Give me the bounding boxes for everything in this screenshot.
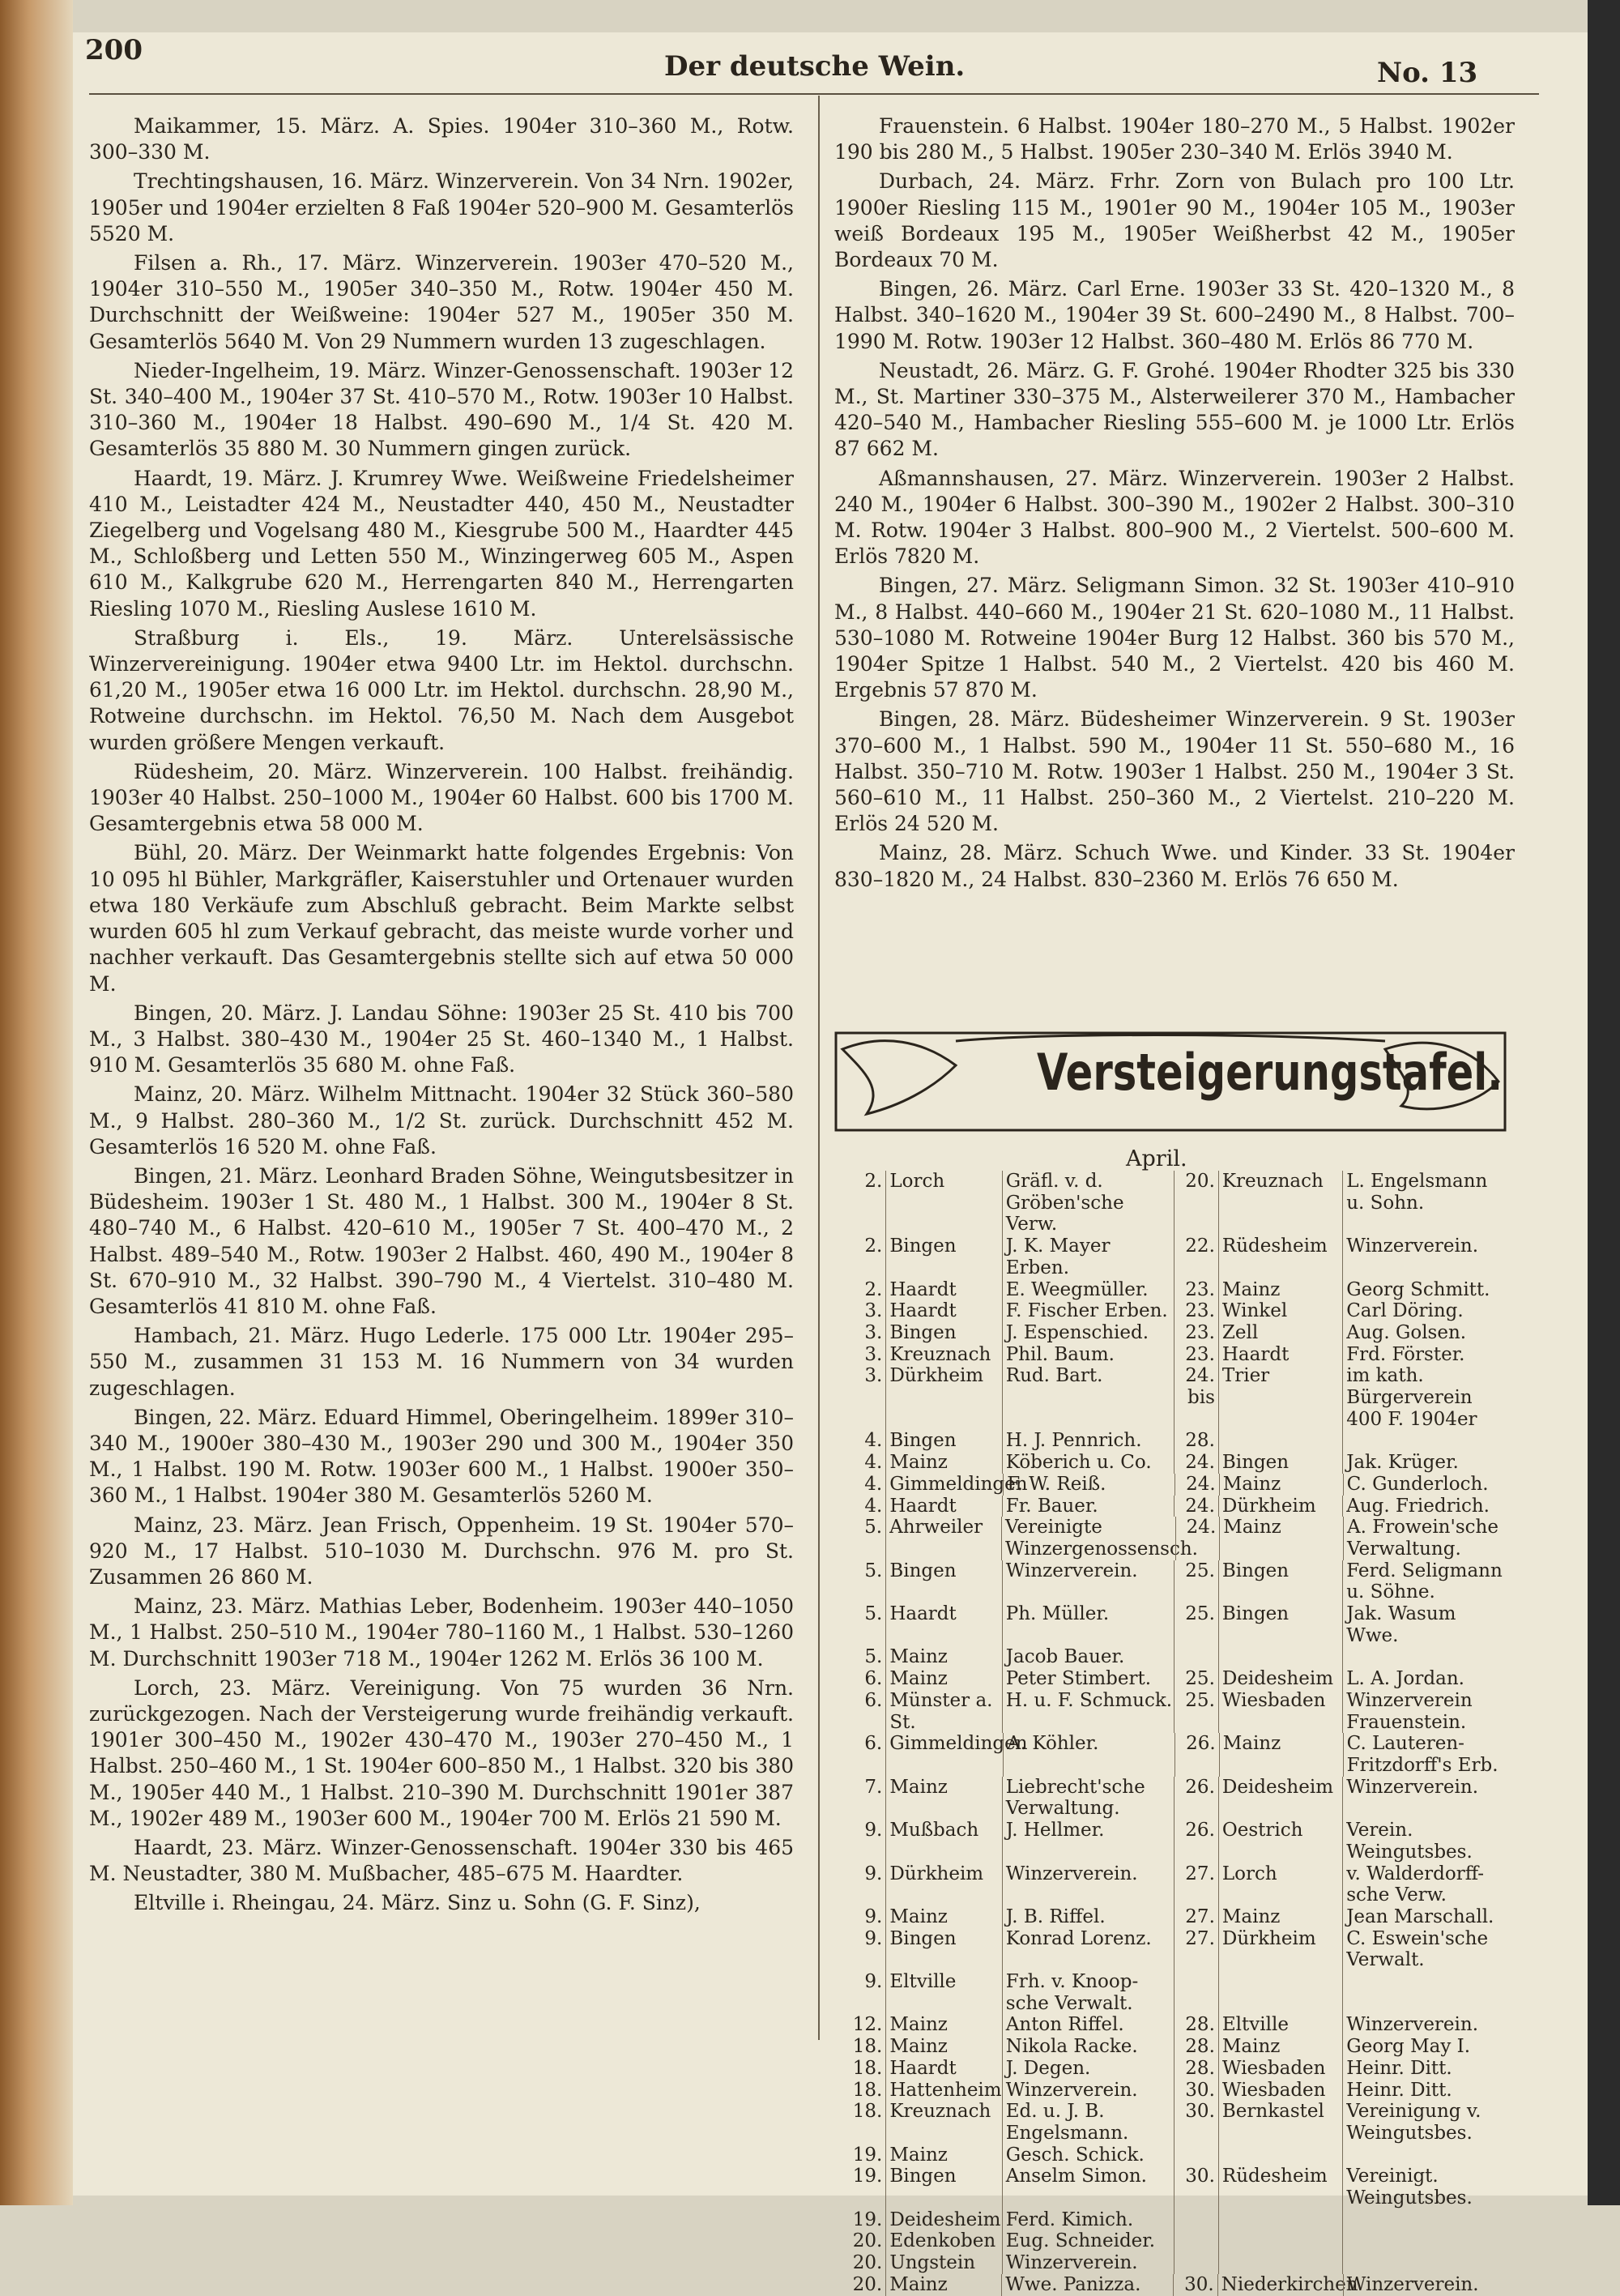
seller-right: Vereinigt. Weingutsbes. [1342, 2166, 1507, 2209]
place-left: Bingen [885, 1235, 1001, 1278]
day-right: 23. [1174, 1300, 1217, 1322]
day-left: 6. [864, 1689, 883, 1711]
auction-row [834, 2014, 1507, 2036]
seller-right: Jak. Wasum Wwe. [1342, 1603, 1507, 1646]
place-left: Dürkheim [885, 1863, 1001, 1906]
seller-right: Winzerverein. [1343, 2274, 1507, 2296]
place-left: Deidesheim [885, 2209, 1001, 2231]
report-paragraph: Mainz, 23. März. Jean Frisch, Oppenheim. 19 St. 1904er 570–920 M., 17 Halbst. 510–1030 M. Durchschn. 976 M. pro St. Zusammen 26 860 M. [89, 1513, 794, 1589]
day-right: 30. [1174, 2166, 1217, 2209]
place-left: Ungstein [885, 2252, 1001, 2274]
place-left: Bingen [885, 1560, 1001, 1603]
seller-left: Phil. Baum. [1002, 1344, 1174, 1366]
auction-month: April. [1126, 1146, 1187, 1171]
seller-right: Georg Schmitt. [1342, 1279, 1507, 1301]
place-right: Kreuznach [1218, 1171, 1342, 1235]
left-column [89, 113, 794, 1920]
day-left: 18. [852, 2101, 883, 2123]
day-left: 9. [864, 1971, 883, 1993]
report-paragraph: Bingen, 22. März. Eduard Himmel, Oberingelheim. 1899er 310–340 M., 1900er 380–430 M., 1903er 290 und 300 M., 1904er 350 M., 1 Halbst. 190 M. Rotw. 1903er 600 M., 1 Halbst. 1900er 350–360 M., 1 Halbst. 1904er 380 M. Gesamterlös 5260 M. [89, 1405, 794, 1508]
seller-right: A. Frowein'sche Verwaltung. [1343, 1517, 1507, 1560]
seller-left: J. Hellmer. [1002, 1820, 1174, 1863]
place-right [1218, 1646, 1342, 1668]
place-left: Gimmeldingen [885, 1733, 1003, 1776]
seller-left: Ferd. Kimich. [1002, 2209, 1174, 2231]
seller-right: Winzerverein. [1342, 2014, 1507, 2036]
auction-title: Versteigerungstafel. [1037, 1043, 1503, 1102]
seller-left: F. W. Reiß. [1003, 1474, 1174, 1496]
place-left: Mainz [885, 1777, 1001, 1820]
auction-row [834, 1971, 1507, 2014]
day-right: 23. [1174, 1344, 1217, 1366]
place-left: Mainz [885, 2274, 1001, 2296]
seller-left: A. Köhler. [1003, 1733, 1174, 1776]
column-divider [818, 96, 820, 2040]
place-right: Mainz [1218, 2036, 1342, 2058]
place-right: Winkel [1218, 1300, 1342, 1322]
auction-row [834, 1300, 1507, 1322]
day-left: 3. [864, 1365, 883, 1387]
day-right: 25. [1174, 1668, 1217, 1690]
seller-left: Vereinigte Winzergenossensch. [1001, 1517, 1175, 1560]
seller-right: Jak. Krüger. [1342, 1452, 1507, 1474]
report-paragraph: Bingen, 27. März. Seligmann Simon. 32 St. 1903er 410–910 M., 8 Halbst. 440–660 M., 1904er 21 St. 620–1080 M., 11 Halbst. 530–1080 M. Rotweine 1904er Burg 12 Halbst. 360 bis 570 M., 1904er Spitze 1 Halbst. 540 M., 2 Viertelst. 420 bis 460 M. Ergebnis 57 870 M. [834, 574, 1515, 702]
report-paragraph: Bingen, 20. März. J. Landau Söhne: 1903er 25 St. 410 bis 700 M., 3 Halbst. 380–430 M., 1904er 25 St. 460–1340 M., 1 Halbst. 910 M. Gesamterlös 35 680 M. ohne Faß. [89, 1001, 794, 1078]
report-paragraph: Bingen, 21. März. Leonhard Braden Söhne, Weingutsbesitzer in Büdesheim. 1903er 1 St. 480 M., 1 Halbst. 300 M., 1904er 8 St. 480–740 M., 6 Halbst. 420–610 M., 1905er 7 St. 400–470 M., 2 Halbst. 489–540 M., Rotw. 1903er 2 Halbst. 460, 490 M., 1904er 8 St. 670–910 M., 32 Halbst. 390–790 M., 4 Viertelst. 310–480 M. Gesamterlös 41 810 M. ohne Faß. [89, 1163, 794, 1318]
auction-row [834, 1863, 1507, 1906]
seller-right: C. Lauteren-Fritzdorff's Erb. [1343, 1733, 1507, 1776]
day-right [1174, 1646, 1217, 1668]
place-left: Mainz [885, 2036, 1001, 2058]
report-paragraph: Aßmannshausen, 27. März. Winzerverein. 1903er 2 Halbst. 240 M., 1904er 6 Halbst. 300–390 M., 1902er 2 Halbst. 300–310 M. Rotw. 1904er 3 Halbst. 800–900 M., 2 Viertelst. 500–600 M. Erlös 7820 M. [834, 466, 1515, 569]
day-left: 3. [864, 1321, 883, 1343]
report-paragraph: Maikammer, 15. März. A. Spies. 1904er 310–360 M., Rotw. 300–330 M. [89, 114, 794, 164]
place-left: Bingen [885, 1430, 1001, 1452]
place-right [1218, 1430, 1342, 1452]
running-title: Der deutsche Wein. [664, 50, 966, 83]
day-left: 7. [864, 1776, 883, 1798]
seller-left: Winzerverein. [1002, 1560, 1174, 1603]
auction-row [834, 2036, 1507, 2058]
report-paragraph: Durbach, 24. März. Frhr. Zorn von Bulach pro 100 Ltr. 1900er Riesling 115 M., 1901er 90 M., 1904er 105 M., 1903er weiß Bordeaux 195 M., 1905er Weißherbst 42 M., 1905er Bordeaux 70 M. [834, 169, 1515, 272]
day-left: 20. [852, 2273, 883, 2295]
seller-left: Frh. v. Knoop-sche Verwalt. [1002, 1971, 1174, 2014]
day-right: 26. [1174, 1777, 1217, 1820]
day-left: 19. [852, 2166, 883, 2187]
auction-row [834, 2144, 1507, 2166]
day-left: 3. [864, 1343, 883, 1365]
report-paragraph: Mainz, 20. März. Wilhelm Mittnacht. 1904er 32 Stück 360–580 M., 9 Halbst. 280–360 M., 1/2 St. zurück. Durchschnitt 452 M. Gesamterlös 16 520 M. ohne Faß. [89, 1082, 794, 1159]
day-left: 20. [852, 2252, 883, 2274]
seller-left: Wwe. Panizza. [1001, 2274, 1173, 2296]
day-left: 5. [864, 1517, 883, 1538]
seller-left: Konrad Lorenz. [1002, 1928, 1174, 1971]
seller-left: Winzerverein. [1002, 1863, 1174, 1906]
seller-left: Winzerverein. [1002, 2080, 1174, 2102]
report-paragraph: Hambach, 21. März. Hugo Lederle. 175 000 Ltr. 1904er 295–550 M., zusammen 31 153 M. 16 Nummern von 34 wurden zugeschlagen. [89, 1324, 794, 1400]
day-left: 6. [864, 1733, 883, 1755]
place-right: Lorch [1218, 1863, 1342, 1906]
day-right: 24. [1174, 1452, 1217, 1474]
place-left: Dürkheim [885, 1365, 1001, 1430]
day-left: 9. [864, 1906, 883, 1927]
auction-row [834, 2101, 1507, 2144]
place-right: Wiesbaden [1218, 2058, 1342, 2080]
day-right: 22. [1174, 1235, 1217, 1278]
day-right: 28. [1174, 2058, 1217, 2080]
day-left: 18. [852, 2036, 883, 2058]
place-left: Mußbach [885, 1820, 1001, 1863]
place-left: Mainz [885, 1646, 1001, 1668]
seller-right: Georg May I. [1342, 2036, 1507, 2058]
day-left: 4. [864, 1430, 883, 1452]
auction-row [834, 1430, 1507, 1452]
place-left: Bingen [885, 2166, 1001, 2209]
seller-right: Verein. Weingutsbes. [1342, 1820, 1507, 1863]
auction-row [834, 1646, 1507, 1668]
auction-row [834, 1517, 1507, 1560]
seller-left: E. Weegmüller. [1002, 1279, 1174, 1301]
report-paragraph: Bingen, 28. März. Büdesheimer Winzerverein. 9 St. 1903er 370–600 M., 1 Halbst. 590 M., 1904er 11 St. 550–680 M., 16 Halbst. 350–710 M. Rotw. 1903er 1 Halbst. 250 M., 1904er 3 St. 560–610 M., 11 Halbst. 250–360 M., 2 Viertelst. 210–220 M. Erlös 24 520 M. [834, 707, 1515, 836]
auction-row [834, 1906, 1507, 1928]
auction-row [834, 2080, 1507, 2102]
auction-row [834, 2252, 1507, 2274]
place-right: Bingen [1218, 1560, 1342, 1603]
day-right [1174, 2209, 1217, 2231]
day-right: 28. [1174, 2036, 1217, 2058]
seller-right: Aug. Golsen. [1342, 1322, 1507, 1344]
place-left: Haardt [885, 1496, 1001, 1517]
seller-right: Frd. Förster. [1342, 1344, 1507, 1366]
day-right: 27. [1174, 1928, 1217, 1971]
day-right: 30. [1174, 2080, 1217, 2102]
seller-left: F. Fischer Erben. [1002, 1300, 1174, 1322]
place-right: Eltville [1218, 2014, 1342, 2036]
place-right [1218, 2209, 1342, 2231]
day-right: 25. [1174, 1560, 1217, 1603]
day-left: 2. [864, 1235, 883, 1257]
day-right: 27. [1174, 1906, 1217, 1928]
day-left: 4. [864, 1473, 883, 1495]
header-rule [89, 93, 1539, 95]
auction-row [834, 2274, 1507, 2296]
seller-left: Nikola Racke. [1002, 2036, 1174, 2058]
place-right: Dürkheim [1218, 1496, 1342, 1517]
seller-left: Ed. u. J. B. Engelsmann. [1002, 2101, 1174, 2144]
place-right [1218, 2230, 1342, 2252]
day-right: 26. [1174, 1733, 1218, 1776]
seller-left: Anton Riffel. [1002, 2014, 1174, 2036]
place-right [1218, 2252, 1342, 2274]
day-right: 23. [1174, 1322, 1217, 1344]
place-right: Bingen [1218, 1603, 1342, 1646]
place-left: Mainz [885, 2144, 1001, 2166]
place-right: Mainz [1219, 1517, 1343, 1560]
seller-left: Liebrecht'sche Verwaltung. [1002, 1777, 1174, 1820]
day-right: 30. [1173, 2274, 1217, 2296]
issue-number: No. 13 [1377, 57, 1478, 89]
day-right: 25. [1174, 1603, 1217, 1646]
seller-right [1342, 2209, 1507, 2231]
seller-left: Gräfl. v. d. Gröben'sche Verw. [1002, 1171, 1174, 1235]
report-paragraph: Bühl, 20. März. Der Weinmarkt hatte folgendes Ergebnis: Von 10 095 hl Bühler, Markgräfler, Kaiserstuhler und Ortenauer wurden etwa 180 Verkäufe zum Abschluß gebracht. Beim Markte selbst wurden 605 hl zum Verkauf gebracht, das meiste wurde vorher und nachher verkauft. Das Gesamtergebnis stellte sich auf etwa 50 000 M. [89, 841, 794, 996]
day-left: 12. [852, 2014, 883, 2036]
seller-right: Jean Marschall. [1342, 1906, 1507, 1928]
seller-right [1342, 1430, 1507, 1452]
day-right [1174, 2144, 1217, 2166]
auction-row [834, 2166, 1507, 2209]
place-right: Deidesheim [1218, 1668, 1342, 1690]
place-right: Dürkheim [1218, 1928, 1342, 1971]
seller-left: H. J. Pennrich. [1002, 1430, 1174, 1452]
seller-right: Ferd. Seligmann u. Söhne. [1342, 1560, 1507, 1603]
seller-right: Carl Döring. [1342, 1300, 1507, 1322]
day-right: 23. [1174, 1279, 1217, 1301]
report-paragraph: Mainz, 28. März. Schuch Wwe. und Kinder. 33 St. 1904er 830–1820 M., 24 Halbst. 830–2360 M. Erlös 76 650 M. [834, 841, 1515, 891]
seller-right: Heinr. Ditt. [1342, 2058, 1507, 2080]
day-right [1174, 2230, 1217, 2252]
seller-left: Peter Stimbert. [1002, 1668, 1174, 1690]
seller-right [1342, 1646, 1507, 1668]
place-left: Ahrweiler [885, 1517, 1001, 1560]
place-left: Münster a. St. [885, 1690, 1001, 1733]
auction-row [834, 1603, 1507, 1646]
report-paragraph: Filsen a. Rh., 17. März. Winzerverein. 1903er 470–520 M., 1904er 310–550 M., 1905er 340–350 M., Rotw. 1904er 450 M. Durchschnitt der Weißweine: 1904er 527 M., 1905er 350 M. Gesamterlös 5640 M. Von 29 Nummern wurden 13 zugeschlagen. [89, 251, 794, 353]
day-right: 28. [1174, 2014, 1217, 2036]
auction-row [834, 1690, 1507, 1733]
seller-left: Ph. Müller. [1002, 1603, 1174, 1646]
seller-left: J. K. Mayer Erben. [1002, 1235, 1174, 1278]
place-left: Bingen [885, 1322, 1001, 1344]
place-right [1218, 2144, 1342, 2166]
place-right [1218, 1971, 1342, 2014]
report-paragraph: Lorch, 23. März. Vereinigung. Von 75 wurden 36 Nrn. zurückgezogen. Nach der Versteigerung wurde freihändig verkauft. 1901er 300–450 M., 1902er 430–470 M., 1903er 270–450 M., 1 Halbst. 250–460 M., 1 St. 1904er 600–850 M., 1 Halbst. 320 bis 380 M., 1905er 440 M., 1 Halbst. 210–390 M. Durchschnitt 1901er 387 M., 1902er 489 M., 1903er 600 M., 1904er 700 M. Erlös 21 590 M. [89, 1675, 794, 1830]
seller-right [1342, 2252, 1507, 2274]
seller-right: v. Walderdorff-sche Verw. [1342, 1863, 1507, 1906]
auction-row [834, 1365, 1507, 1430]
book-spine [0, 0, 73, 2205]
seller-left: J. Degen. [1002, 2058, 1174, 2080]
place-left: Gimmeldingen [885, 1474, 1003, 1496]
report-paragraph: Haardt, 19. März. J. Krumrey Wwe. Weißweine Friedelsheimer 410 M., Leistadter 424 M., Neustadter 440, 450 M., Neustadter Ziegelberg und Vogelsang 480 M., Kiesgrube 500 M., Haardter 445 M., Schloßberg und Letten 550 M., Winzingerweg 605 M., Aspen 610 M., Kalkgrube 620 M., Herrengarten 840 M., Herrengarten Riesling 1070 M., Riesling Auslese 1610 M. [89, 466, 794, 621]
seller-right: Heinr. Ditt. [1342, 2080, 1507, 2102]
auction-row [834, 1668, 1507, 1690]
day-right [1174, 2252, 1217, 2274]
day-left: 19. [852, 2144, 883, 2166]
auction-row [834, 1733, 1507, 1776]
seller-left: Rud. Bart. [1002, 1365, 1174, 1430]
day-right: 20. [1174, 1171, 1217, 1235]
seller-right: Vereinigung v. Weingutsbes. [1342, 2101, 1507, 2144]
auction-row [834, 1928, 1507, 1971]
report-paragraph: Straßburg i. Els., 19. März. Unterelsässische Winzervereinigung. 1904er etwa 9400 Ltr. im Hektol. durchschn. 61,20 M., 1905er etwa 16 000 Ltr. im Hektol. durchschn. 28,90 M., Rotweine durchschn. im Hektol. 76,50 M. Nach dem Ausgebot wurden größere Mengen verkauft. [89, 625, 794, 754]
day-right: 25. [1174, 1690, 1217, 1733]
auction-row [834, 1322, 1507, 1344]
auction-row [834, 2209, 1507, 2231]
report-paragraph: Haardt, 23. März. Winzer-Genossenschaft. 1904er 330 bis 465 M. Neustadter, 380 M. Mußbacher, 485–675 M. Haardter. [89, 1836, 794, 1886]
place-left: Lorch [885, 1171, 1001, 1235]
place-left: Eltville [885, 1971, 1001, 2014]
day-right: 24. [1174, 1474, 1218, 1496]
place-left: Mainz [885, 1452, 1001, 1474]
place-right: Mainz [1218, 1906, 1342, 1928]
place-left: Kreuznach [885, 1344, 1001, 1366]
place-right: Trier [1218, 1365, 1342, 1430]
scan-edge [1588, 0, 1620, 2205]
day-left: 6. [864, 1668, 883, 1690]
seller-left: Eug. Schneider. [1002, 2230, 1174, 2252]
seller-right: Aug. Friedrich. [1342, 1496, 1507, 1517]
seller-left: Winzerverein. [1002, 2252, 1174, 2274]
day-right: 28. [1174, 1430, 1217, 1452]
day-left: 9. [864, 1863, 883, 1884]
place-right: Niederkirchen [1217, 2274, 1343, 2296]
seller-right [1342, 2230, 1507, 2252]
place-right: Haardt [1218, 1344, 1342, 1366]
auction-row [834, 1235, 1507, 1278]
place-left: Mainz [885, 1668, 1001, 1690]
day-right: 24. [1174, 1496, 1217, 1517]
place-left: Bingen [885, 1928, 1001, 1971]
place-left: Mainz [885, 1906, 1001, 1928]
place-right: Wiesbaden [1218, 1690, 1342, 1733]
seller-right: C. Gunderloch. [1343, 1474, 1507, 1496]
seller-left: J. Espenschied. [1002, 1322, 1174, 1344]
report-paragraph: Rüdesheim, 20. März. Winzerverein. 100 Halbst. freihändig. 1903er 40 Halbst. 250–1000 M., 1904er 60 Halbst. 600 bis 1700 M. Gesamtergebnis etwa 58 000 M. [89, 759, 794, 836]
day-left: 5. [864, 1603, 883, 1625]
day-left: 9. [864, 1927, 883, 1949]
place-left: Haardt [885, 1279, 1001, 1301]
report-paragraph: Bingen, 26. März. Carl Erne. 1903er 33 St. 420–1320 M., 8 Halbst. 340–1620 M., 1904er 39 St. 600–2490 M., 8 Halbst. 700–1990 M. Rotw. 1903er 12 Halbst. 360–480 M. Erlös 86 770 M. [834, 277, 1515, 353]
auction-row [834, 1496, 1507, 1517]
day-left: 3. [864, 1300, 883, 1322]
day-left: 20. [852, 2230, 883, 2252]
day-right: 26. [1174, 1820, 1217, 1863]
auction-row [834, 2058, 1507, 2080]
seller-left: J. B. Riffel. [1002, 1906, 1174, 1928]
place-right: Mainz [1218, 1279, 1342, 1301]
seller-left: Gesch. Schick. [1002, 2144, 1174, 2166]
seller-left: Jacob Bauer. [1002, 1646, 1174, 1668]
report-paragraph: Trechtingshausen, 16. März. Winzerverein. Von 34 Nrn. 1902er, 1905er und 1904er erzielten 8 Faß 1904er 520–900 M. Gesamterlös 5520 M. [89, 169, 794, 245]
day-right: 24. [1175, 1517, 1219, 1560]
day-left: 4. [864, 1452, 883, 1474]
place-right: Mainz [1219, 1474, 1343, 1496]
day-right: 24. bis [1174, 1365, 1217, 1430]
day-left: 18. [852, 2057, 883, 2079]
day-left: 9. [864, 1820, 883, 1841]
seller-right [1342, 2144, 1507, 2166]
report-paragraph: Eltville i. Rheingau, 24. März. Sinz u. Sohn (G. F. Sinz), [134, 1891, 701, 1915]
seller-right: L. Engelsmann u. Sohn. [1342, 1171, 1507, 1235]
day-right: 30. [1174, 2101, 1217, 2144]
auction-row [834, 1452, 1507, 1474]
day-left: 5. [864, 1646, 883, 1668]
place-left: Haardt [885, 2058, 1001, 2080]
place-right: Rüdesheim [1218, 2166, 1342, 2209]
auction-row [834, 1344, 1507, 1366]
auction-row [834, 1171, 1507, 1235]
seller-right: L. A. Jordan. [1342, 1668, 1507, 1690]
place-right: Mainz [1219, 1733, 1343, 1776]
seller-left: H. u. F. Schmuck. [1002, 1690, 1174, 1733]
day-left: 18. [852, 2079, 883, 2101]
seller-left: Köberich u. Co. [1002, 1452, 1174, 1474]
place-right: Wiesbaden [1218, 2080, 1342, 2102]
auction-row [834, 2230, 1507, 2252]
auction-row [834, 1820, 1507, 1863]
report-paragraph: Neustadt, 26. März. G. F. Grohé. 1904er Rhodter 325 bis 330 M., St. Martiner 330–375 M., Alsterweilerer 370 M., Hambacher 420–540 M., Hambacher Riesling 555–600 M. je 1000 Ltr. Erlös 87 662 M. [834, 358, 1515, 461]
seller-right: Winzerverein Frauenstein. [1342, 1690, 1507, 1733]
day-right: 27. [1174, 1863, 1217, 1906]
place-left: Haardt [885, 1603, 1001, 1646]
auction-row [834, 1279, 1507, 1301]
place-right: Oestrich [1218, 1820, 1342, 1863]
place-right: Bingen [1218, 1452, 1342, 1474]
place-left: Kreuznach [885, 2101, 1001, 2144]
seller-left: Anselm Simon. [1002, 2166, 1174, 2209]
auction-row [834, 1777, 1507, 1820]
report-paragraph: Nieder-Ingelheim, 19. März. Winzer-Genossenschaft. 1903er 12 St. 340–400 M., 1904er 37 St. 410–570 M., Rotw. 1903er 10 Halbst. 310–360 M., 1904er 18 Halbst. 490–690 M., 1/4 St. 420 M. Gesamterlös 35 880 M. 30 Nummern gingen zurück. [89, 358, 794, 461]
place-left: Mainz [885, 2014, 1001, 2036]
auction-banner [834, 1017, 1507, 1146]
place-left: Edenkoben [885, 2230, 1001, 2252]
auction-row [834, 1474, 1507, 1496]
report-paragraph: Frauenstein. 6 Halbst. 1904er 180–270 M., 5 Halbst. 1902er 190 bis 280 M., 5 Halbst. 1905er 230–340 M. Erlös 3940 M. [834, 114, 1515, 164]
right-column [834, 113, 1515, 896]
day-left: 2. [864, 1171, 883, 1192]
day-left: 4. [864, 1495, 883, 1517]
page-number: 200 [85, 34, 143, 66]
place-left: Haardt [885, 1300, 1001, 1322]
seller-right: C. Eswein'sche Verwalt. [1342, 1928, 1507, 1971]
seller-right: Winzerverein. [1342, 1777, 1507, 1820]
day-left: 2. [864, 1278, 883, 1300]
seller-right: im kath. Bürgerverein 400 F. 1904er [1342, 1365, 1507, 1430]
seller-right [1342, 1971, 1507, 2014]
seller-left: Fr. Bauer. [1002, 1496, 1174, 1517]
day-left: 5. [864, 1560, 883, 1581]
place-right: Zell [1218, 1322, 1342, 1344]
place-right: Rüdesheim [1218, 1235, 1342, 1278]
auction-table [834, 1171, 1507, 2296]
auction-row [834, 1560, 1507, 1603]
place-left: Hattenheim [885, 2080, 1001, 2102]
day-right [1174, 1971, 1217, 2014]
day-left: 19. [852, 2209, 883, 2230]
report-paragraph: Mainz, 23. März. Mathias Leber, Bodenheim. 1903er 440–1050 M., 1 Halbst. 250–510 M., 1904er 780–1160 M., 1 Halbst. 530–1260 M. Durchschnitt 1903er 718 M., 1904er 1262 M. Erlös 36 100 M. [89, 1594, 794, 1671]
place-right: Bernkastel [1218, 2101, 1342, 2144]
seller-right: Winzerverein. [1342, 1235, 1507, 1278]
place-right: Deidesheim [1218, 1777, 1342, 1820]
